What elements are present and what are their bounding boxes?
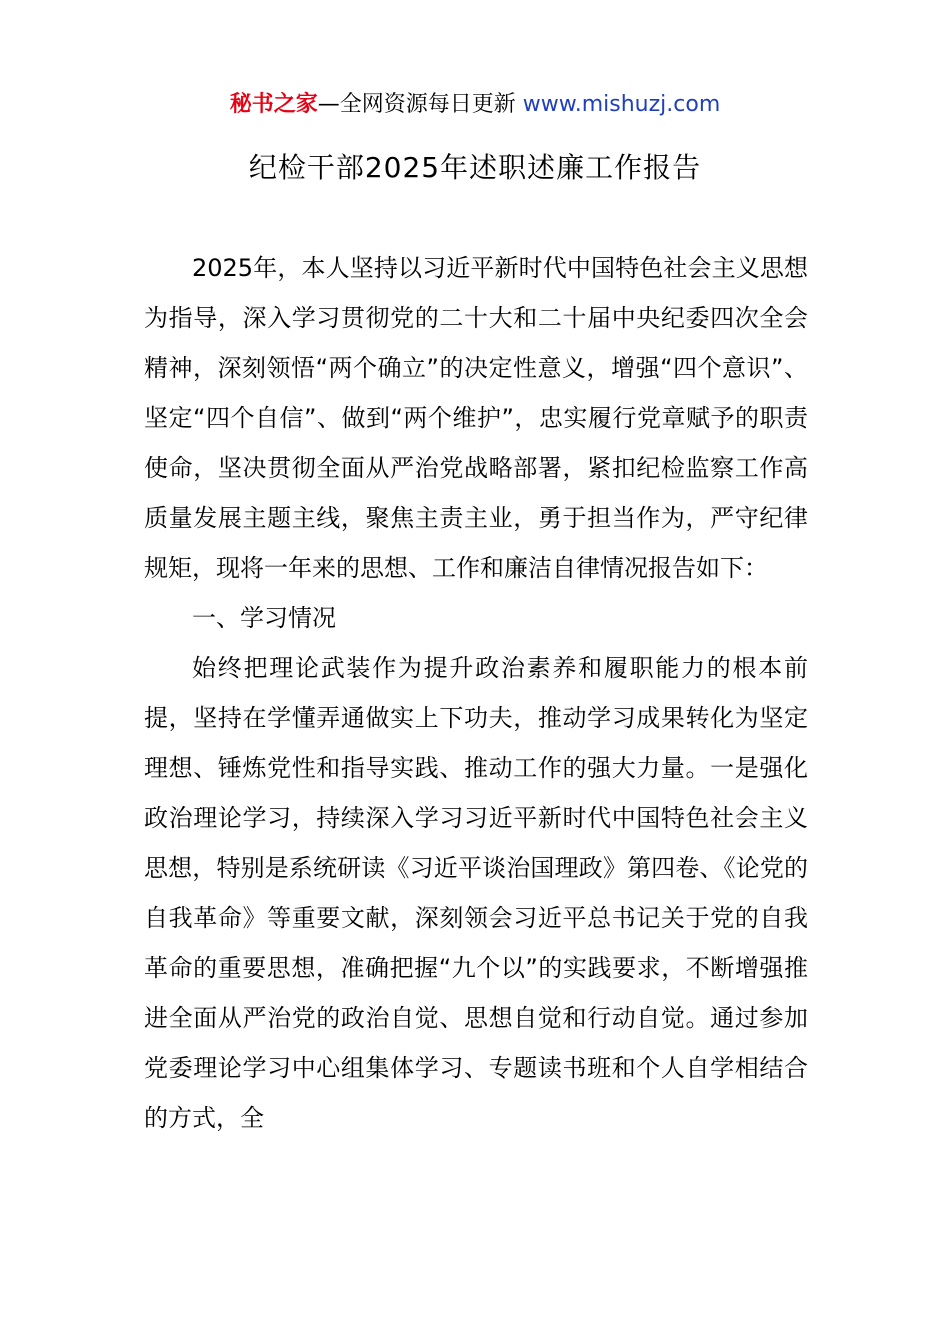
- site-url-link[interactable]: www.mishuzj.com: [522, 92, 721, 117]
- site-name: 秘书之家: [229, 92, 318, 117]
- section-heading-study: 一、学习情况: [192, 604, 336, 632]
- document-title: 纪检干部2025年述职述廉工作报告: [248, 151, 702, 184]
- site-slogan: —全网资源每日更新: [317, 92, 516, 117]
- intro-paragraph: 2025年，本人坚持以习近平新时代中国特色社会主义思想为指导，深入学习贯彻党的二十大和二十届中央纪委四次全会精神，深刻领悟“两个确立”的决定性意义，增强“四个意识”、坚定“四个自信”、做到“两个维护”，忠实履行党章赋予的职责使命，坚决贯彻全面从严治党战略部署，紧扣纪检监察工作高质量发展主题主线，聚焦主责主业，勇于担当作为，严守纪律规矩，现将一年来的思想、工作和廉洁自律情况报告如下：: [144, 254, 808, 582]
- study-paragraph: 始终把理论武装作为提升政治素养和履职能力的根本前提，坚持在学懂弄通做实上下功夫，推动学习成果转化为坚定理想、锤炼党性和指导实践、推动工作的强大力量。一是强化政治理论学习，持续深入学习习近平新时代中国特色社会主义思想，特别是系统研读《习近平谈治国理政》第四卷、《论党的自我革命》等重要文献，深刻领会习近平总书记关于党的自我革命的重要思想，准确把握“九个以”的实践要求，不断增强推进全面从严治党的政治自觉、思想自觉和行动自觉。通过参加党委理论学习中心组集体学习、专题读书班和个人自学相结合的方式，全: [144, 654, 808, 1132]
- document-body: [144, 243, 808, 1143]
- site-header: [0, 88, 950, 122]
